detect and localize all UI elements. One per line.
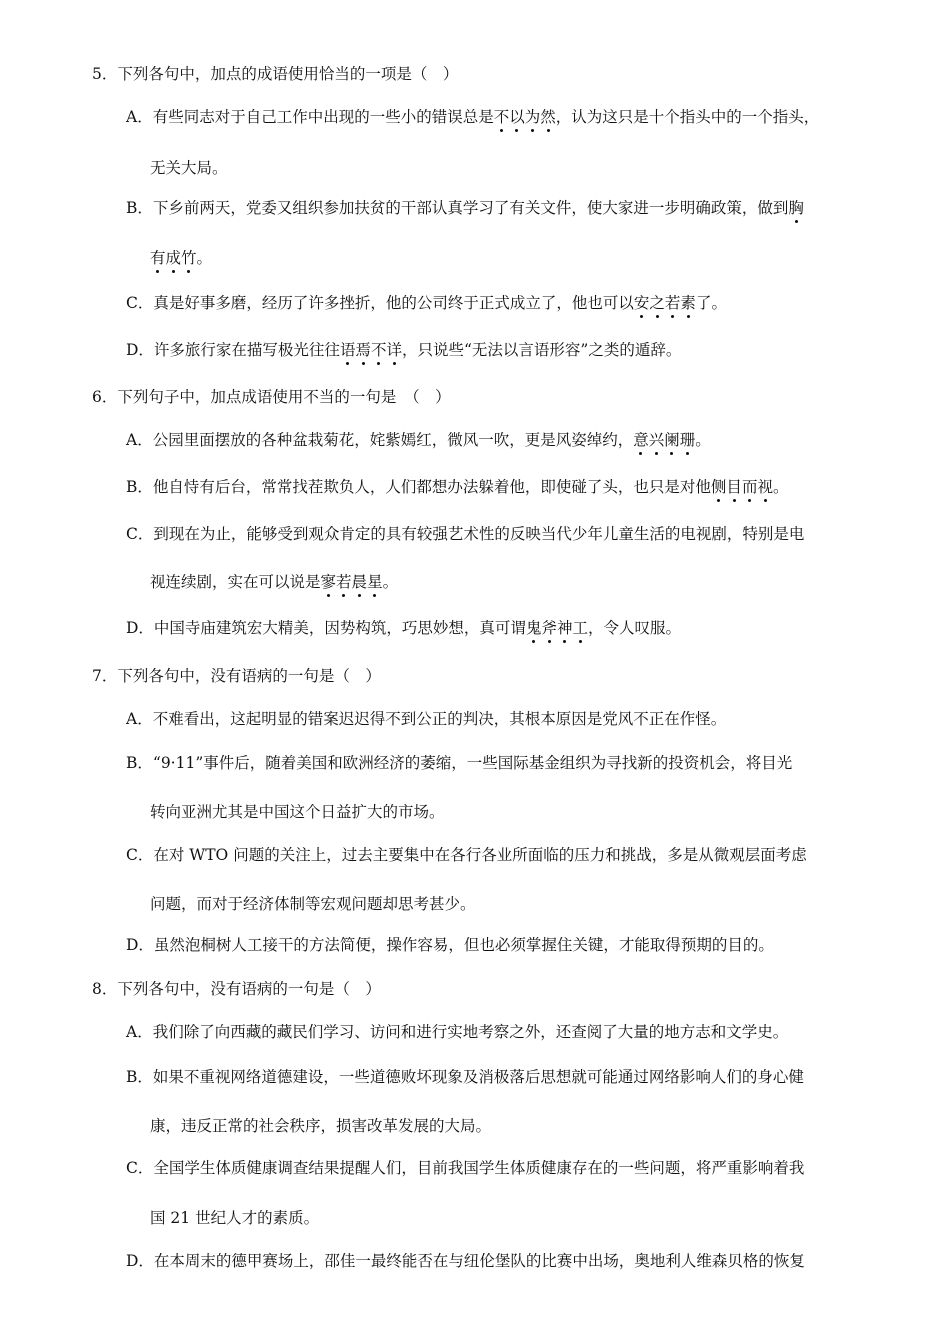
question-6-stem: 6．下列句子中，加点成语使用不当的一句是 （ ）	[92, 388, 451, 406]
emphasis-dot-char: 成	[165, 249, 182, 267]
emphasis-dot-char: 珊	[679, 431, 696, 449]
question-6-option-b: B．他自恃有后台，常常找茬欺负人，人们都想办法躲着他，即使碰了头，也只是对他侧目而视。	[126, 478, 789, 496]
emphasized-idiom	[526, 619, 588, 637]
question-7-stem: 7．下列各句中，没有语病的一句是（ ）	[92, 667, 381, 685]
emphasis-dot-char: 阑	[664, 431, 680, 449]
emphasis-dot-char: 侧	[710, 478, 727, 496]
emphasized-idiom	[711, 478, 773, 496]
emphasis-dot-char: 晨	[351, 573, 368, 591]
question-8-option-b: B．如果不重视网络道德建设，一些道德败坏现象及消极落后思想就可能通过网络影响人们的身心健	[126, 1068, 804, 1086]
question-8-stem: 8．下列各句中，没有语病的一句是（ ）	[92, 980, 381, 998]
emphasis-dot-char: 星	[367, 573, 383, 591]
emphasis-dot-char: 胸	[788, 199, 804, 217]
emphasis-dot-char: 之	[649, 294, 665, 312]
question-5-option-b: B．下乡前两天，党委又组织参加扶贫的干部认真学习了有关文件，使大家进一步明确政策，做到胸	[126, 199, 804, 217]
emphasis-dot-char: 以	[509, 108, 525, 126]
question-7-option-a: A．不难看出，这起明显的错案迟迟得不到公正的判决，其根本原因是党风不正在作怪。	[126, 710, 727, 728]
emphasized-idiom	[494, 108, 556, 126]
emphasis-dot-char: 竹	[181, 249, 197, 267]
emphasized-idiom	[340, 341, 402, 359]
question-8-option-d: D．在本周末的德甲赛场上，邵佳一最终能否在与纽伦堡队的比赛中出场，奥地利人维森贝格的恢复	[126, 1252, 805, 1270]
emphasized-idiom	[321, 573, 383, 591]
emphasis-dot-char: 目	[726, 478, 742, 496]
emphasis-dot-char: 斧	[541, 619, 557, 637]
question-5-option-c: C．真是好事多磨，经历了许多挫折，他的公司终于正式成立了，他也可以安之若素了。	[126, 294, 727, 312]
emphasized-idiom	[633, 431, 695, 449]
question-8-option-c: C．全国学生体质健康调查结果提醒人们，目前我国学生体质健康存在的一些问题，将严重影响着我	[126, 1159, 805, 1177]
emphasis-dot-char: 不	[370, 341, 387, 359]
emphasis-dot-char: 若	[664, 294, 681, 312]
emphasis-dot-char: 而	[741, 478, 758, 496]
emphasis-dot-char: 神	[556, 619, 573, 637]
emphasis-dot-char: 安	[633, 294, 650, 312]
question-5-option-a: A．有些同志对于自己工作中出现的一些小的错误总是不以为然，认为这只是十个指头中的一个指头，	[126, 108, 820, 126]
emphasis-dot-char: 素	[680, 294, 696, 312]
question-8-option-c-continued: 国 21 世纪人才的素质。	[150, 1209, 320, 1227]
emphasis-dot-char: 兴	[648, 431, 665, 449]
question-6-option-d: D．中国寺庙建筑宏大精美，因势构筑，巧思妙想，真可谓鬼斧神工，令人叹服。	[126, 619, 682, 637]
emphasis-dot-char: 若	[336, 573, 352, 591]
emphasis-dot-char: 不	[493, 108, 510, 126]
question-5-option-b-continued: 有成竹。	[150, 249, 213, 267]
question-5-option-a-continued: 无关大局。	[150, 159, 228, 177]
emphasis-dot-char: 视	[757, 478, 773, 496]
question-7-option-b: B．“9·11”事件后，随着美国和欧洲经济的萎缩，一些国际基金组织为寻找新的投资机会，将目光	[126, 754, 793, 772]
question-6-option-c-continued: 视连续剧，实在可以说是寥若晨星。	[150, 573, 399, 591]
question-8-option-a: A．我们除了向西藏的藏民们学习、访问和进行实地考察之外，还查阅了大量的地方志和文学史。	[126, 1023, 789, 1041]
question-5-stem: 5．下列各句中，加点的成语使用恰当的一项是（ ）	[92, 65, 459, 83]
question-7-option-c: C．在对 WTO 问题的关注上，过去主要集中在各行各业所面临的压力和挑战，多是从微观层面考虑	[126, 846, 807, 864]
emphasis-dot-char: 意	[633, 431, 649, 449]
question-6-option-c: C．到现在为止，能够受到观众肯定的具有较强艺术性的反映当代少年儿童生活的电视剧，特别是电	[126, 525, 805, 543]
emphasis-dot-char: 鬼	[525, 619, 542, 637]
question-5-option-d: D．许多旅行家在描写极光往往语焉不详，只说些“无法以言语形容”之类的遁辞。	[126, 341, 682, 359]
question-7-option-b-continued: 转向亚洲尤其是中国这个日益扩大的市场。	[150, 803, 445, 821]
emphasized-idiom	[150, 249, 197, 267]
question-7-option-d: D．虽然泡桐树人工接干的方法简便，操作容易，但也必须掌握住关键，才能取得预期的目的。	[126, 936, 774, 954]
emphasis-dot-char: 然	[540, 108, 556, 126]
emphasis-dot-char: 为	[524, 108, 541, 126]
emphasis-dot-char: 寥	[320, 573, 337, 591]
emphasized-idiom	[634, 294, 696, 312]
emphasis-dot-char: 工	[572, 619, 588, 637]
emphasis-dot-char: 有	[150, 249, 166, 267]
question-6-option-a: A．公园里面摆放的各种盆栽菊花，姹紫嫣红，微风一吹，更是风姿绰约，意兴阑珊。	[126, 431, 711, 449]
emphasis-dot-char: 语	[339, 341, 356, 359]
question-7-option-c-continued: 问题，而对于经济体制等宏观问题却思考甚少。	[150, 895, 476, 913]
question-8-option-b-continued: 康，违反正常的社会秩序，损害改革发展的大局。	[150, 1117, 492, 1135]
emphasis-dot-char: 焉	[355, 341, 371, 359]
emphasized-idiom	[788, 199, 804, 217]
emphasis-dot-char: 详	[386, 341, 402, 359]
